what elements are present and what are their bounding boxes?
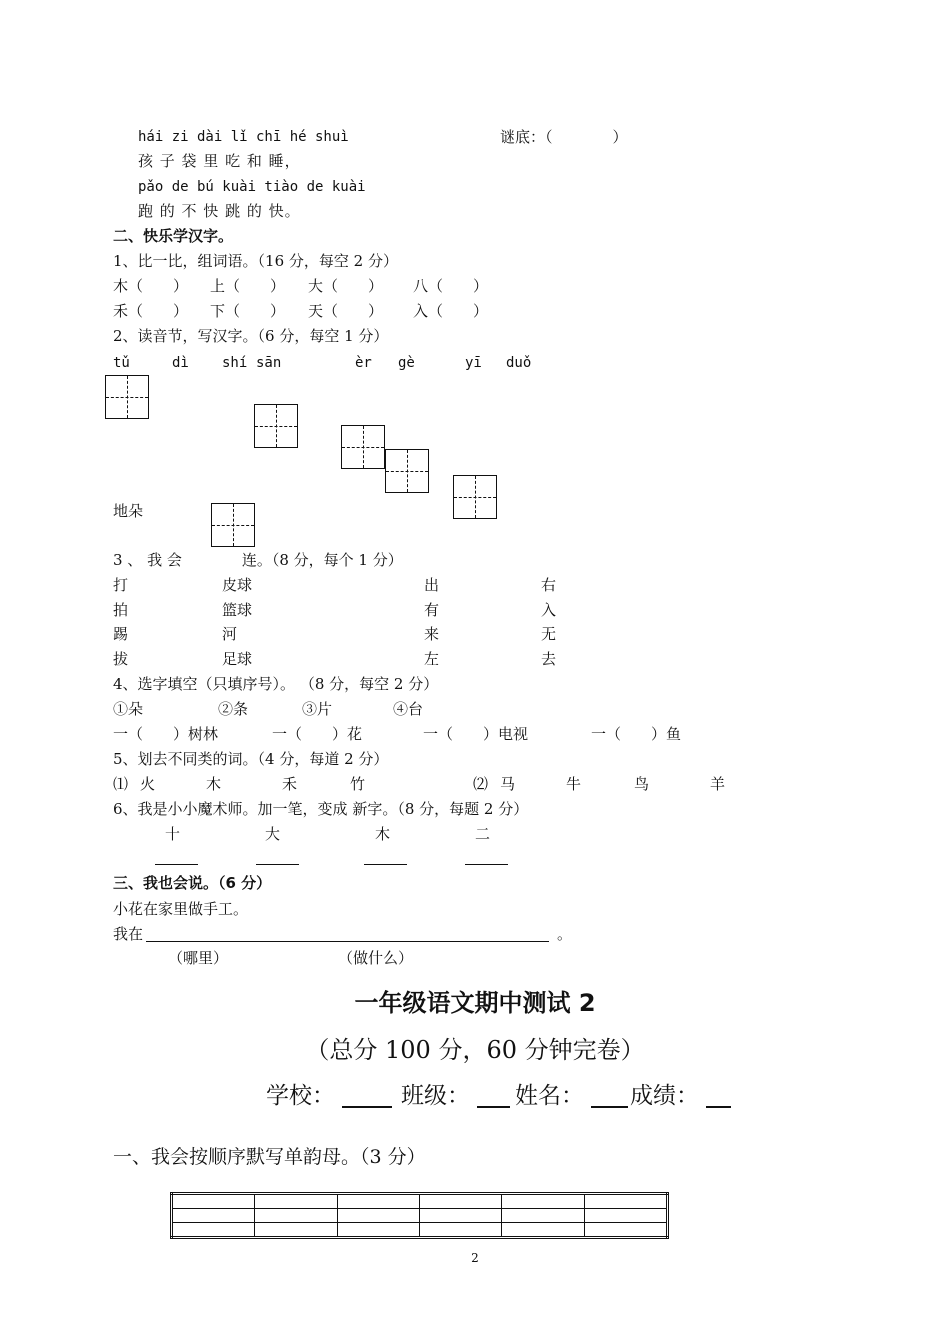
table-cell[interactable] <box>502 1223 584 1238</box>
q5-word: 马 <box>500 775 516 793</box>
section3-prompt-start: 我在 <box>113 925 144 943</box>
q6-char: 二 <box>475 825 491 843</box>
q2-pinyin: shí <box>222 355 248 371</box>
tianzige-box[interactable] <box>211 503 255 547</box>
riddle-pinyin-2: pǎo de bú kuài tiào de kuài <box>138 179 366 195</box>
table-cell[interactable] <box>337 1194 419 1209</box>
q3-right-match: 入 <box>541 601 557 619</box>
q5-word: 鸟 <box>634 775 650 793</box>
q4-option: ①朵 <box>113 700 144 718</box>
table-cell[interactable] <box>337 1209 419 1223</box>
q1-row1-item: 大（ ） <box>308 277 384 295</box>
riddle-pinyin-1: hái zi dài lǐ chī hé shuì <box>138 129 349 145</box>
q5-word: 火 <box>140 775 156 793</box>
table-cell[interactable] <box>419 1209 501 1223</box>
q3-right-word: 来 <box>424 625 440 643</box>
riddle-hanzi-2: 跑 的 不 快 跳 的 快。 <box>138 202 301 220</box>
q2-pinyin: tǔ <box>113 355 130 371</box>
q1-row1-item: 木（ ） <box>113 277 189 295</box>
page-number: 2 <box>471 1251 479 1265</box>
table-cell[interactable] <box>502 1194 584 1209</box>
q4-blank: 一（ ）鱼 <box>591 725 682 743</box>
q3-right-word: 有 <box>424 601 440 619</box>
table-cell[interactable] <box>255 1209 337 1223</box>
q4-blank: 一（ ）树林 <box>113 725 219 743</box>
test2-q1-title: 一、我会按顺序默写单韵母。（3 分） <box>113 1146 426 1168</box>
q3-left-word: 拍 <box>113 601 129 619</box>
q1-row1-item: 八（ ） <box>413 277 489 295</box>
tianzige-box[interactable] <box>341 425 385 469</box>
section3-prompt-end: 。 <box>557 925 573 943</box>
table-cell[interactable] <box>584 1223 667 1238</box>
table-cell[interactable] <box>584 1209 667 1223</box>
section3-example: 小花在家里做手工。 <box>113 900 249 918</box>
section3-hint-what: （做什么） <box>338 949 414 967</box>
table-cell[interactable] <box>172 1209 255 1223</box>
q3-title: 3 、 我 会 连。（8 分，每个 1 分） <box>113 551 403 569</box>
q3-right-word: 出 <box>424 576 440 594</box>
name-line[interactable] <box>591 1106 628 1108</box>
table-cell[interactable] <box>255 1194 337 1209</box>
q2-pinyin: duǒ <box>506 355 532 371</box>
school-label: 学校： <box>266 1083 335 1109</box>
score-label: 成绩： <box>630 1083 699 1109</box>
q5-word: 羊 <box>710 775 726 793</box>
q2-pinyin: gè <box>398 355 415 371</box>
q4-blank: 一（ ）花 <box>272 725 363 743</box>
table-cell[interactable] <box>172 1194 255 1209</box>
q5-word: 禾 <box>282 775 298 793</box>
q6-char: 十 <box>165 825 181 843</box>
class-line[interactable] <box>477 1106 510 1108</box>
q4-blank: 一（ ）电视 <box>423 725 529 743</box>
table-cell[interactable] <box>337 1223 419 1238</box>
name-label: 姓名： <box>515 1083 584 1109</box>
q6-char: 木 <box>375 825 391 843</box>
riddle-hanzi-1: 孩 子 袋 里 吃 和 睡， <box>138 152 301 170</box>
table-row <box>172 1209 668 1223</box>
q6-char: 大 <box>265 825 281 843</box>
score-line[interactable] <box>706 1106 731 1108</box>
section3-answer-line[interactable] <box>146 941 549 942</box>
table-cell[interactable] <box>502 1209 584 1223</box>
q3-left-word: 拔 <box>113 650 129 668</box>
q2-pinyin: yī <box>465 355 482 371</box>
q3-left-match: 篮球 <box>222 601 253 619</box>
q5-group1-label: ⑴ <box>113 775 129 793</box>
answer-line[interactable] <box>256 864 299 865</box>
q4-option: ②条 <box>218 700 249 718</box>
riddle-answer-label: 谜底：（ ） <box>500 128 628 146</box>
q1-row2-item: 入（ ） <box>413 302 489 320</box>
q4-option: ④台 <box>393 700 424 718</box>
table-cell[interactable] <box>419 1223 501 1238</box>
table-row <box>172 1223 668 1238</box>
tianzige-box[interactable] <box>254 404 298 448</box>
section2-heading: 二、快乐学汉字。 <box>113 227 234 245</box>
q4-title: 4、选字填空（只填序号）。 （8 分，每空 2 分） <box>113 675 439 693</box>
q3-left-match: 河 <box>222 625 238 643</box>
q1-title: 1、比一比，组词语。（16 分，每空 2 分） <box>113 252 398 270</box>
q2-pinyin: dì <box>172 355 189 371</box>
table-cell[interactable] <box>584 1194 667 1209</box>
q3-right-match: 右 <box>541 576 557 594</box>
q1-row1-item: 上（ ） <box>210 277 286 295</box>
q3-left-match: 足球 <box>222 650 253 668</box>
test2-subtitle: （总分 100 分，60 分钟完卷） <box>305 1036 645 1064</box>
answer-line[interactable] <box>364 864 407 865</box>
q5-group2-label: ⑵ <box>473 775 489 793</box>
vowel-answer-table <box>170 1192 669 1239</box>
q5-title: 5、划去不同类的词。（4 分，每道 2 分） <box>113 750 389 768</box>
table-cell[interactable] <box>419 1194 501 1209</box>
q1-row2-item: 禾（ ） <box>113 302 189 320</box>
q4-option: ③片 <box>302 700 333 718</box>
table-cell[interactable] <box>172 1223 255 1238</box>
q3-right-match: 无 <box>541 625 557 643</box>
q3-left-word: 打 <box>113 576 129 594</box>
table-cell[interactable] <box>255 1223 337 1238</box>
tianzige-box[interactable] <box>385 449 429 493</box>
section3-hint-where: （哪里） <box>168 949 229 967</box>
tianzige-box[interactable] <box>105 375 149 419</box>
q1-row2-item: 下（ ） <box>210 302 286 320</box>
q3-left-match: 皮球 <box>222 576 253 594</box>
class-label: 班级： <box>401 1083 470 1109</box>
q6-title: 6、我是小小魔术师。加一笔，变成 新字。（8 分，每题 2 分） <box>113 800 529 818</box>
test2-title: 一年级语文期中测试 2 <box>354 989 596 1017</box>
q3-right-match: 去 <box>541 650 557 668</box>
answer-line[interactable] <box>465 864 508 865</box>
tianzige-box[interactable] <box>453 475 497 519</box>
q2-title: 2、读音节，写汉字。（6 分，每空 1 分） <box>113 327 389 345</box>
section3-heading: 三、我也会说。（6 分） <box>113 874 272 892</box>
table-row <box>172 1194 668 1209</box>
q3-left-word: 踢 <box>113 625 129 643</box>
q5-word: 木 <box>206 775 222 793</box>
q3-right-word: 左 <box>424 650 440 668</box>
answer-line[interactable] <box>155 864 198 865</box>
q1-row2-item: 天（ ） <box>308 302 384 320</box>
q2-side-text: 地朵 <box>113 502 144 520</box>
q5-word: 牛 <box>566 775 582 793</box>
q5-word: 竹 <box>350 775 366 793</box>
q2-pinyin: sān <box>256 355 282 371</box>
q2-pinyin: èr <box>355 355 372 371</box>
school-line[interactable] <box>342 1106 392 1108</box>
